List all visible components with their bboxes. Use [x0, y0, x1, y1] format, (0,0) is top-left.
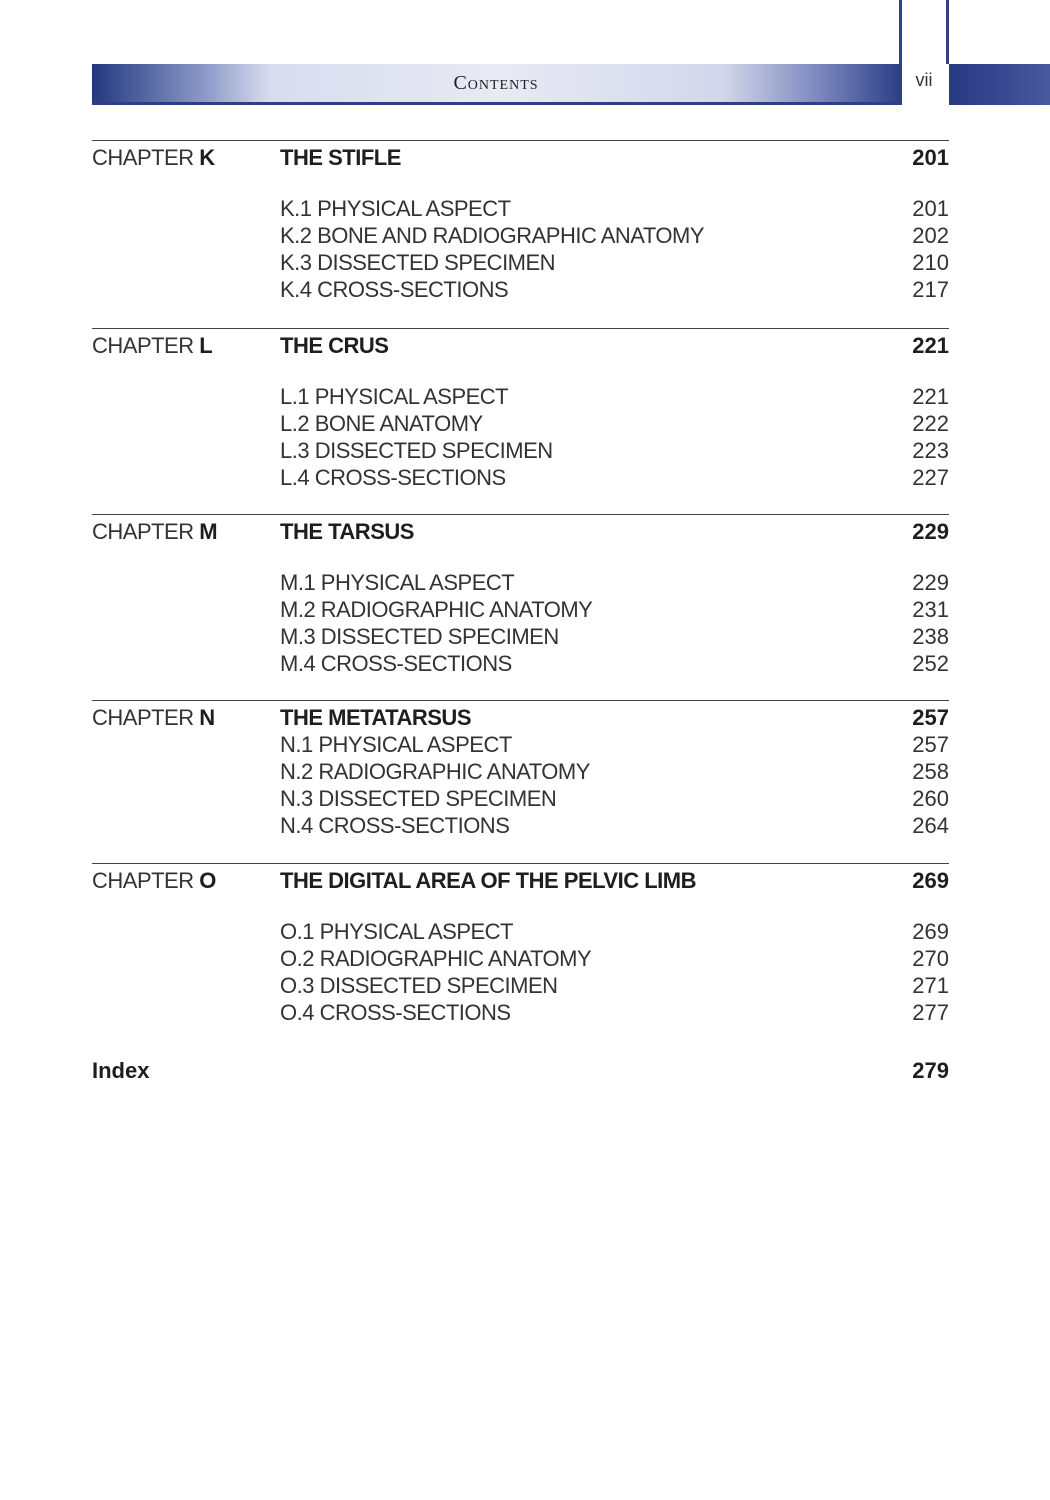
section-title: M.1 PHYSICAL ASPECT: [280, 570, 515, 595]
section-list: [92, 195, 949, 303]
chapter-heading-row[interactable]: [92, 332, 949, 359]
section-row[interactable]: [280, 276, 949, 303]
page-number: vii: [915, 70, 933, 90]
chapter-title: THE STIFLE: [280, 145, 401, 170]
section-row[interactable]: [280, 383, 949, 410]
running-header-title: Contents: [453, 72, 539, 94]
header-edge-band: [949, 64, 1050, 105]
section-row[interactable]: [280, 918, 949, 945]
section-page: 201: [912, 196, 949, 221]
section-title: K.2 BONE AND RADIOGRAPHIC ANATOMY: [280, 223, 705, 248]
chapter-l: [92, 328, 949, 514]
section-list: [92, 918, 949, 1026]
section-title: K.3 DISSECTED SPECIMEN: [280, 250, 556, 275]
section-title: L.3 DISSECTED SPECIMEN: [280, 438, 553, 463]
section-title: N.2 RADIOGRAPHIC ANATOMY: [280, 759, 590, 784]
section-title: O.2 RADIOGRAPHIC ANATOMY: [280, 946, 592, 971]
index-entry[interactable]: [92, 1057, 949, 1084]
section-row[interactable]: [280, 731, 949, 758]
chapter-page: 201: [912, 145, 949, 170]
chapter-title: THE CRUS: [280, 333, 389, 358]
chapter-title: THE METATARSUS: [280, 705, 471, 730]
section-page: 270: [912, 946, 949, 971]
section-row[interactable]: [280, 623, 949, 650]
section-title: O.3 DISSECTED SPECIMEN: [280, 973, 558, 998]
header-tab-divider-right: [946, 0, 949, 64]
section-title: K.4 CROSS-SECTIONS: [280, 277, 509, 302]
section-page: 210: [912, 250, 949, 275]
section-row[interactable]: [280, 410, 949, 437]
chapter-letter: N: [199, 705, 215, 730]
section-page: 223: [912, 438, 949, 463]
section-title: O.4 CROSS-SECTIONS: [280, 1000, 511, 1025]
section-row[interactable]: [280, 249, 949, 276]
section-row[interactable]: [280, 650, 949, 677]
section-title: O.1 PHYSICAL ASPECT: [280, 919, 513, 944]
chapter-label: [92, 704, 215, 731]
section-title: N.1 PHYSICAL ASPECT: [280, 732, 512, 757]
chapter-n: [92, 700, 949, 863]
section-page: 231: [912, 597, 949, 622]
section-row[interactable]: [280, 812, 949, 839]
section-title: L.1 PHYSICAL ASPECT: [280, 384, 509, 409]
section-page: 252: [912, 651, 949, 676]
section-row[interactable]: [280, 999, 949, 1026]
section-page: 202: [912, 223, 949, 248]
chapter-letter: O: [199, 868, 216, 893]
section-row[interactable]: [280, 785, 949, 812]
chapter-prefix: CHAPTER: [92, 333, 200, 358]
section-page: 269: [912, 919, 949, 944]
chapter-prefix: CHAPTER: [92, 519, 200, 544]
section-title: K.1 PHYSICAL ASPECT: [280, 196, 511, 221]
section-list: [92, 731, 949, 839]
chapter-label: [92, 518, 217, 545]
chapter-title: THE TARSUS: [280, 519, 414, 544]
chapter-label: [92, 867, 216, 894]
section-row[interactable]: [280, 596, 949, 623]
chapter-page: 257: [912, 705, 949, 730]
chapter-label: [92, 332, 212, 359]
header-band: [92, 64, 900, 105]
section-row[interactable]: [280, 464, 949, 491]
section-title: M.2 RADIOGRAPHIC ANATOMY: [280, 597, 593, 622]
chapter-page: 221: [912, 333, 949, 358]
section-row[interactable]: [280, 945, 949, 972]
chapter-k: [92, 140, 949, 328]
section-row[interactable]: [280, 758, 949, 785]
chapter-prefix: CHAPTER: [92, 705, 200, 730]
chapter-m: [92, 514, 949, 700]
section-page: 221: [912, 384, 949, 409]
section-page: 229: [912, 570, 949, 595]
section-page: 257: [912, 732, 949, 757]
section-row[interactable]: [280, 195, 949, 222]
chapter-prefix: CHAPTER: [92, 145, 200, 170]
section-title: L.2 BONE ANATOMY: [280, 411, 483, 436]
chapter-label: [92, 144, 215, 171]
chapter-letter: L: [199, 333, 213, 358]
section-title: L.4 CROSS-SECTIONS: [280, 465, 506, 490]
section-page: 260: [912, 786, 949, 811]
chapter-heading-row[interactable]: [92, 704, 949, 731]
section-list: [92, 383, 949, 491]
section-page: 238: [912, 624, 949, 649]
table-of-contents: [92, 140, 949, 1084]
chapter-page: 269: [912, 868, 949, 893]
chapter-heading-row[interactable]: [92, 518, 949, 545]
index-label: Index: [92, 1058, 150, 1083]
chapter-o: [92, 863, 949, 1053]
chapter-prefix: CHAPTER: [92, 868, 200, 893]
section-list: [92, 569, 949, 677]
chapter-letter: K: [199, 145, 215, 170]
section-title: M.4 CROSS-SECTIONS: [280, 651, 512, 676]
section-row[interactable]: [280, 569, 949, 596]
section-page: 217: [912, 277, 949, 302]
section-title: N.3 DISSECTED SPECIMEN: [280, 786, 557, 811]
section-page: 222: [912, 411, 949, 436]
chapter-page: 229: [912, 519, 949, 544]
section-page: 271: [912, 973, 949, 998]
section-page: 277: [912, 1000, 949, 1025]
section-title: M.3 DISSECTED SPECIMEN: [280, 624, 559, 649]
section-page: 258: [912, 759, 949, 784]
section-row[interactable]: [280, 437, 949, 464]
chapter-heading-row[interactable]: [92, 144, 949, 171]
section-page: 227: [912, 465, 949, 490]
section-row[interactable]: [280, 972, 949, 999]
chapter-heading-row[interactable]: [92, 867, 949, 894]
index-page: 279: [912, 1058, 949, 1083]
section-row[interactable]: [280, 222, 949, 249]
chapter-letter: M: [199, 519, 218, 544]
section-title: N.4 CROSS-SECTIONS: [280, 813, 510, 838]
chapter-title: THE DIGITAL AREA OF THE PELVIC LIMB: [280, 868, 696, 893]
section-page: 264: [912, 813, 949, 838]
